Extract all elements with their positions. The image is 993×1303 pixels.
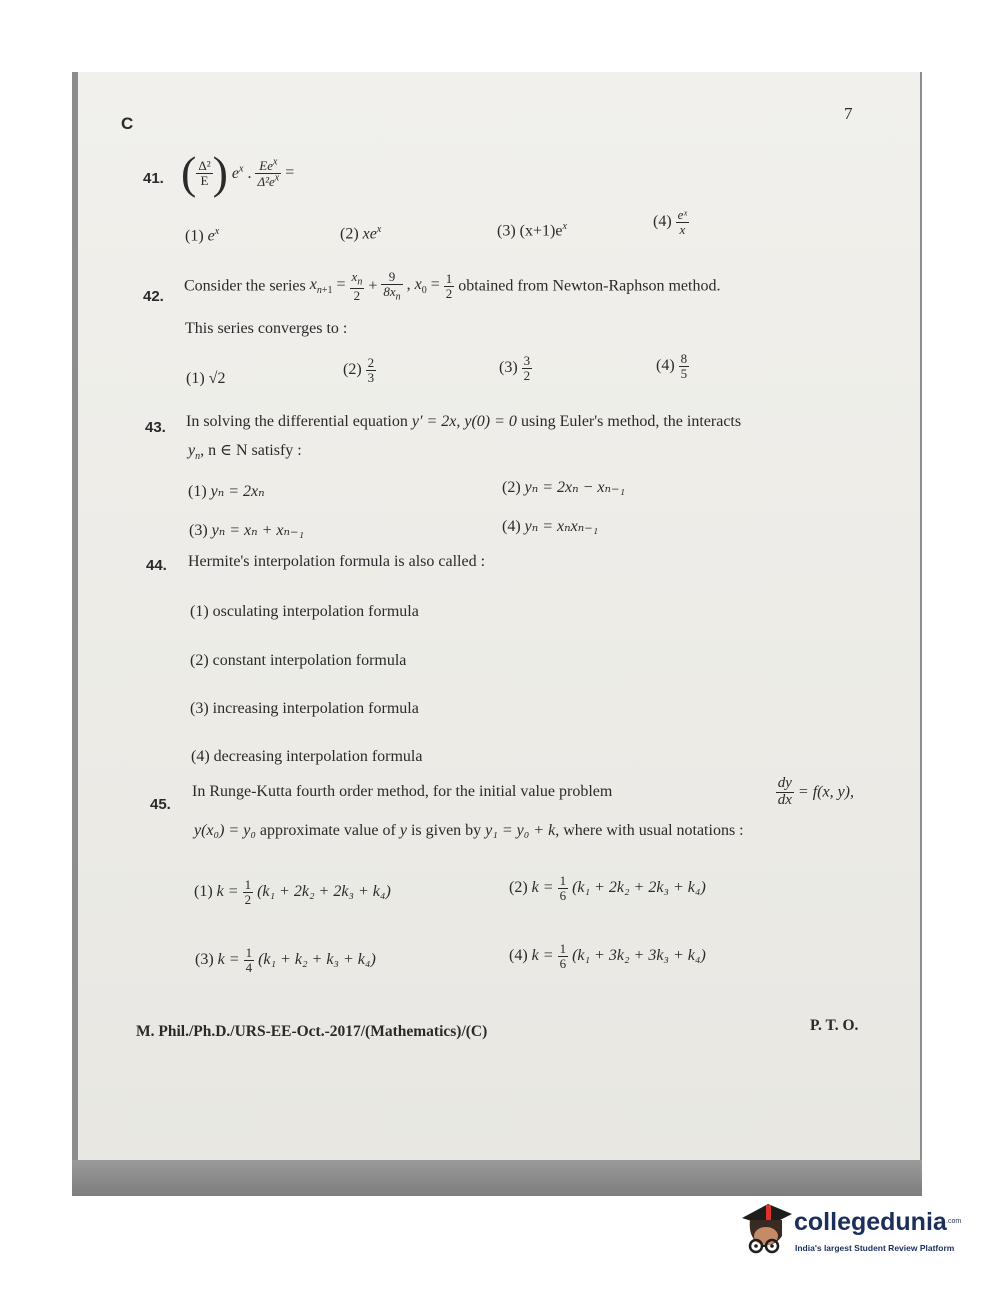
q45-stem-line1: In Runge-Kutta fourth order method, for the initial value problem $\frac{dy}{dx}$ = f(x, y),: [192, 775, 854, 808]
q41-option-1: (1) $e^x$: [185, 226, 220, 245]
set-letter: C: [121, 114, 134, 133]
q43-option-4: (4) yₙ = xₙxₙ₋₁: [502, 518, 599, 535]
q45-number: 45.: [150, 796, 171, 813]
q45-option-1: (1) k = $\frac{1}{2}$ (k₁ + 2k₂ + 2k₃ + k₄): [194, 877, 391, 907]
q43-stem: In solving the differential equation y′ = 2x, y(0) = 0 using Euler's method, the interacts: [186, 413, 742, 430]
q42-option-3: (3) $\frac{3}{2}$: [499, 353, 531, 383]
logo-tagline: India's largest Student Review Platform: [795, 1243, 955, 1253]
q43-line2: $y_n$, n ∈ N satisfy :: [188, 442, 302, 463]
logo-wordmark: collegedunia: [794, 1208, 947, 1236]
q42-option-1: (1) √2: [186, 370, 226, 387]
q45-option-4: (4) k = $\frac{1}{6}$ (k₁ + 3k₂ + 3k₃ + k₄): [509, 941, 706, 971]
q42-option-4: (4) $\frac{8}{5}$: [656, 351, 688, 381]
logo-domain: .com: [946, 1218, 962, 1225]
q45-stem-line2: y(x₀) = y₀ approximate value of y is given by y₁ = y₀ + k, where with usual notations :: [194, 822, 744, 839]
q44-option-3: (3) increasing interpolation formula: [190, 700, 419, 717]
q41-option-2: (2) $xe^x$: [340, 224, 382, 243]
q42-stem: Consider the series $x_{n+1}$ = $\frac{x_n}{2}$ + $\frac{9}{8x_n}$ , $x_0$ = $\frac{1}{2}$ obtained from Newton-Raphson method.: [184, 269, 721, 304]
collegedunia-logo: [738, 1198, 963, 1262]
q41-option-4: (4) $\frac{\text{eˣ}}{x}$: [653, 207, 688, 237]
q44-number: 44.: [146, 557, 167, 574]
q43-option-1: (1) yₙ = 2xₙ: [188, 483, 265, 500]
paper-code: M. Phil./Ph.D./URS-EE-Oct.-2017/(Mathematics)/(C): [136, 1023, 488, 1040]
q44-option-4: (4) decreasing interpolation formula: [191, 748, 423, 765]
q41-number: 41.: [143, 170, 164, 187]
q44-stem: Hermite's interpolation formula is also called :: [188, 553, 486, 570]
q45-option-3: (3) k = $\frac{1}{4}$ (k₁ + k₂ + k₃ + k₄): [195, 945, 376, 975]
q41-option-3: (3) $(x+1)e^x$: [497, 221, 567, 240]
q43-option-3: (3) yₙ = xₙ + xₙ₋₁: [189, 522, 305, 539]
scan-bottom-edge: [72, 1160, 922, 1196]
q43-option-2: (2) yₙ = 2xₙ − xₙ₋₁: [502, 479, 626, 496]
page-number: 7: [844, 104, 853, 123]
student-mascot-icon: [738, 1198, 794, 1262]
q43-number: 43.: [145, 419, 166, 436]
q42-option-2: (2) $\frac{2}{3}$: [343, 355, 375, 385]
pto-label: P. T. O.: [810, 1017, 859, 1034]
q45-option-2: (2) k = $\frac{1}{6}$ (k₁ + 2k₂ + 2k₃ + k₄): [509, 873, 706, 903]
q42-number: 42.: [143, 288, 164, 305]
q42-line2: This series converges to :: [185, 320, 348, 337]
q44-option-2: (2) constant interpolation formula: [190, 652, 407, 669]
q44-option-1: (1) osculating interpolation formula: [190, 603, 419, 620]
q41-expression: ( $\frac{\text{Δ²}}{E}$ ) $e^x$ . $\frac{Ee^x}{\Delta^2e^x}$ =: [181, 147, 295, 198]
